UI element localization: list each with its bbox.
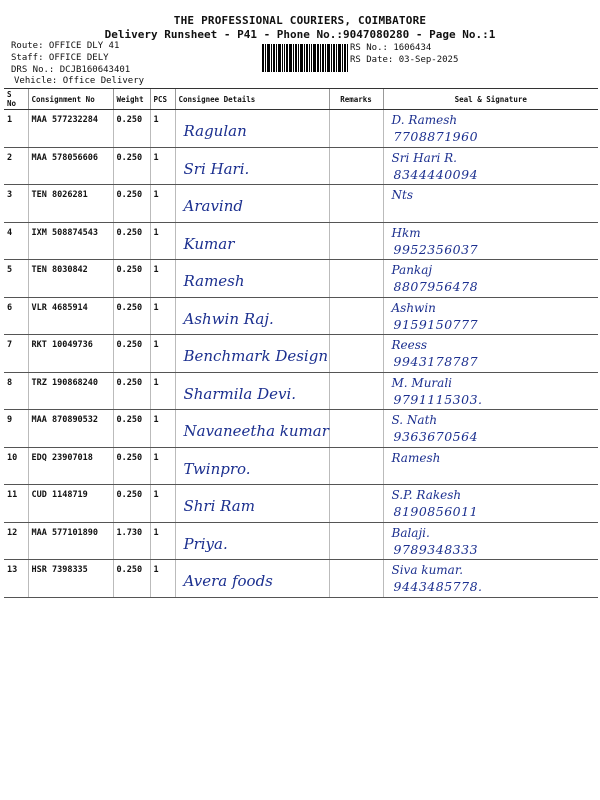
row-weight: 0.250 xyxy=(113,560,150,598)
row-consignee-cell xyxy=(175,110,329,148)
runsheet-subtitle: Delivery Runsheet - P41 - Phone No.:9047080280 - Page No.:1 xyxy=(104,28,496,41)
row-seal-signature-cell xyxy=(383,372,598,410)
row-signature: Siva kumar. xyxy=(391,563,464,577)
column-header-consignment: Consignment No xyxy=(28,89,113,110)
row-pcs: 1 xyxy=(150,297,175,335)
row-consignee-cell xyxy=(175,522,329,560)
row-consignment-no: MAA 578056606 xyxy=(28,147,113,185)
row-consignee-name: Aravind xyxy=(183,197,243,215)
row-consignment-no: MAA 870890532 xyxy=(28,410,113,448)
row-consignee-cell xyxy=(175,485,329,523)
row-weight: 0.250 xyxy=(113,185,150,223)
row-weight: 0.250 xyxy=(113,222,150,260)
row-sno: 8 xyxy=(4,372,28,410)
row-weight: 0.250 xyxy=(113,260,150,298)
row-signature: Ramesh xyxy=(391,450,441,465)
row-weight: 0.250 xyxy=(113,410,150,448)
row-pcs: 1 xyxy=(150,485,175,523)
rs-date: RS Date: 03-Sep-2025 xyxy=(350,55,459,65)
row-consignee-cell xyxy=(175,222,329,260)
row-pcs: 1 xyxy=(150,335,175,373)
row-phone: 8190856011 xyxy=(393,504,479,519)
row-phone: 9791115303. xyxy=(393,391,483,407)
row-sno: 13 xyxy=(4,560,28,598)
row-consignee-cell xyxy=(175,410,329,448)
row-consignee-name: Navaneetha kumar xyxy=(183,422,329,440)
row-sno: 2 xyxy=(4,147,28,185)
row-weight: 0.250 xyxy=(113,372,150,410)
row-seal-signature-cell xyxy=(383,335,598,373)
row-consignee-name: Ragulan xyxy=(183,122,247,140)
table-row xyxy=(4,110,598,148)
row-remarks xyxy=(329,335,383,373)
table-header-row xyxy=(4,89,598,110)
table-row xyxy=(4,560,598,598)
row-phone: 8807956478 xyxy=(393,279,479,294)
row-signature: Balaji. xyxy=(391,525,430,540)
row-remarks xyxy=(329,147,383,185)
row-consignee-cell xyxy=(175,260,329,298)
row-sno: 9 xyxy=(4,410,28,448)
row-remarks xyxy=(329,522,383,560)
row-pcs: 1 xyxy=(150,260,175,298)
row-remarks xyxy=(329,110,383,148)
row-weight: 1.730 xyxy=(113,522,150,560)
row-remarks xyxy=(329,297,383,335)
row-phone: 9363670564 xyxy=(393,429,479,444)
row-pcs: 1 xyxy=(150,372,175,410)
column-header-remarks: Remarks xyxy=(329,89,383,110)
row-consignment-no: RKT 10049736 xyxy=(28,335,113,373)
row-pcs: 1 xyxy=(150,410,175,448)
row-consignment-no: CUD 1148719 xyxy=(28,485,113,523)
row-consignee-name: Priya. xyxy=(183,534,228,553)
table-row xyxy=(4,297,598,335)
row-consignee-cell xyxy=(175,335,329,373)
route-label: Route: OFFICE DLY 41 xyxy=(11,41,120,51)
row-consignee-name: Benchmark Design xyxy=(183,347,328,365)
row-remarks xyxy=(329,485,383,523)
row-phone: 9789348333 xyxy=(393,541,479,557)
row-signature: S. Nath xyxy=(391,413,438,427)
row-sno: 10 xyxy=(4,447,28,485)
row-signature: Ashwin xyxy=(391,300,436,315)
row-sno: 11 xyxy=(4,485,28,523)
row-consignee-cell xyxy=(175,297,329,335)
row-pcs: 1 xyxy=(150,110,175,148)
row-consignment-no: IXM 508874543 xyxy=(28,222,113,260)
row-consignment-no: EDQ 23907018 xyxy=(28,447,113,485)
row-remarks xyxy=(329,560,383,598)
rs-number: RS No.: 1606434 xyxy=(350,43,432,53)
table-row xyxy=(4,447,598,485)
row-consignee-cell xyxy=(175,560,329,598)
row-seal-signature-cell xyxy=(383,522,598,560)
row-seal-signature-cell xyxy=(383,260,598,298)
row-seal-signature-cell xyxy=(383,560,598,598)
row-consignee-name: Ashwin Raj. xyxy=(183,309,274,328)
row-seal-signature-cell xyxy=(383,297,598,335)
row-signature: Sri Hari R. xyxy=(391,150,457,165)
row-consignee-name: Sri Hari. xyxy=(183,159,250,178)
row-pcs: 1 xyxy=(150,185,175,223)
row-sno: 12 xyxy=(4,522,28,560)
row-sno: 7 xyxy=(4,335,28,373)
row-seal-signature-cell xyxy=(383,410,598,448)
column-header-weight: Weight xyxy=(113,89,150,110)
row-signature: Nts xyxy=(391,188,413,202)
row-phone: 7708871960 xyxy=(393,129,479,144)
row-remarks xyxy=(329,410,383,448)
row-consignee-cell xyxy=(175,147,329,185)
staff-label: Staff: OFFICE DELY xyxy=(11,53,109,63)
row-pcs: 1 xyxy=(150,222,175,260)
table-row xyxy=(4,410,598,448)
row-pcs: 1 xyxy=(150,447,175,485)
row-signature: S.P. Rakesh xyxy=(391,488,462,502)
row-consignee-name: Ramesh xyxy=(183,272,245,290)
row-seal-signature-cell xyxy=(383,222,598,260)
row-seal-signature-cell xyxy=(383,485,598,523)
row-signature: Hkm xyxy=(391,225,421,240)
row-consignee-cell xyxy=(175,372,329,410)
row-consignment-no: HSR 7398335 xyxy=(28,560,113,598)
row-consignment-no: MAA 577232284 xyxy=(28,110,113,148)
row-sno: 5 xyxy=(4,260,28,298)
barcode-icon xyxy=(262,44,348,72)
row-phone: 9159150777 xyxy=(393,316,479,332)
row-signature: Reess xyxy=(391,338,428,352)
row-consignee-name: Kumar xyxy=(183,234,235,253)
row-seal-signature-cell xyxy=(383,447,598,485)
table-row xyxy=(4,147,598,185)
row-signature: D. Ramesh xyxy=(391,113,458,127)
row-consignee-name: Shri Ram xyxy=(183,497,255,515)
row-consignee-cell xyxy=(175,185,329,223)
table-row xyxy=(4,485,598,523)
table-row xyxy=(4,222,598,260)
row-weight: 0.250 xyxy=(113,485,150,523)
row-consignment-no: TEN 8026281 xyxy=(28,185,113,223)
row-signature: Pankaj xyxy=(391,263,433,277)
row-weight: 0.250 xyxy=(113,110,150,148)
row-consignment-no: MAA 577101890 xyxy=(28,522,113,560)
row-weight: 0.250 xyxy=(113,447,150,485)
table-row xyxy=(4,260,598,298)
column-header-sno: S No xyxy=(4,89,28,110)
row-pcs: 1 xyxy=(150,147,175,185)
row-pcs: 1 xyxy=(150,560,175,598)
row-remarks xyxy=(329,447,383,485)
row-phone: 9443485778. xyxy=(393,579,483,594)
row-consignment-no: TEN 8030842 xyxy=(28,260,113,298)
row-sno: 6 xyxy=(4,297,28,335)
row-consignee-name: Avera foods xyxy=(183,572,273,590)
row-consignment-no: TRZ 190868240 xyxy=(28,372,113,410)
row-weight: 0.250 xyxy=(113,297,150,335)
column-header-seal-signature: Seal & Signature xyxy=(383,89,598,110)
row-sno: 3 xyxy=(4,185,28,223)
runsheet-table xyxy=(4,88,598,598)
row-pcs: 1 xyxy=(150,522,175,560)
row-remarks xyxy=(329,372,383,410)
company-title: THE PROFESSIONAL COURIERS, COIMBATORE xyxy=(173,14,427,27)
row-consignment-no: VLR 4685914 xyxy=(28,297,113,335)
table-row xyxy=(4,372,598,410)
table-row xyxy=(4,185,598,223)
table-row xyxy=(4,522,598,560)
row-signature: M. Murali xyxy=(391,375,452,390)
row-consignee-name: Sharmila Devi. xyxy=(183,384,297,403)
row-sno: 1 xyxy=(4,110,28,148)
row-consignee-cell xyxy=(175,447,329,485)
row-weight: 0.250 xyxy=(113,335,150,373)
row-phone: 9952356037 xyxy=(393,241,479,257)
row-seal-signature-cell xyxy=(383,110,598,148)
row-phone: 8344440094 xyxy=(393,166,479,182)
row-weight: 0.250 xyxy=(113,147,150,185)
row-remarks xyxy=(329,260,383,298)
table-row xyxy=(4,335,598,373)
vehicle-label: Vehicle: Office Delivery xyxy=(14,76,145,86)
row-sno: 4 xyxy=(4,222,28,260)
row-remarks xyxy=(329,222,383,260)
row-seal-signature-cell xyxy=(383,147,598,185)
column-header-pcs: PCS xyxy=(150,89,175,110)
column-header-consignee: Consignee Details xyxy=(175,89,329,110)
row-phone: 9943178787 xyxy=(393,354,479,369)
row-remarks xyxy=(329,185,383,223)
row-seal-signature-cell xyxy=(383,185,598,223)
row-consignee-name: Twinpro. xyxy=(183,459,251,478)
drs-number: DRS No.: DCJB160643401 xyxy=(11,65,131,75)
